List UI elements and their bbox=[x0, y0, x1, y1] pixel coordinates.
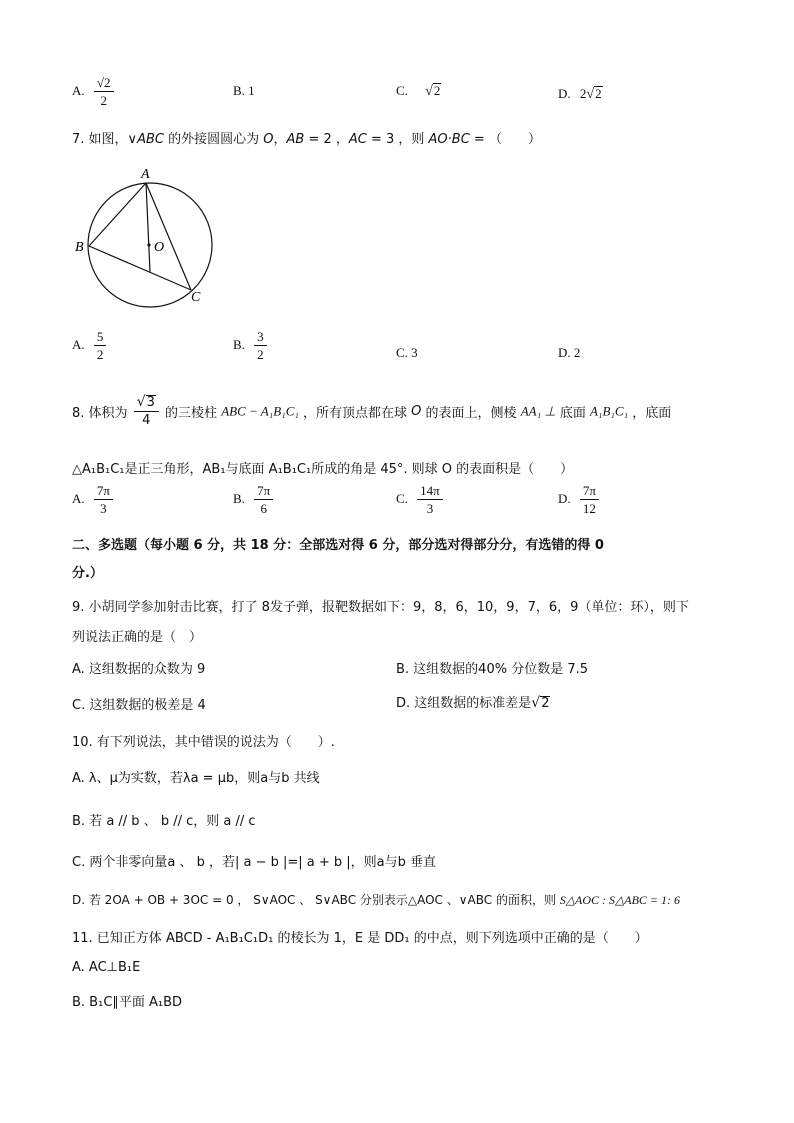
q8-stem-line2: △A₁B₁C₁是正三角形，AB₁与底面 A₁B₁C₁所成的角是 45°. 则球 O 的表面积是（ ） bbox=[72, 462, 574, 477]
q9-option-a: A. 这组数据的众数为 9 bbox=[72, 662, 206, 677]
q10-option-c: C. 两个非零向量a 、 b ，若| a − b |=| a + b |，则a与b 垂直 bbox=[72, 855, 437, 870]
q8-option-a: A. $\frac{7\pi}{3}$ bbox=[72, 484, 115, 516]
q7-stem: 7. 如图，∨ABC 的外接圆圆心为 O，AB = 2 ，AC = 3 ，则 AO·BC = （ ） bbox=[72, 132, 541, 147]
q9-option-d: D. 这组数据的标准差是√2 bbox=[396, 695, 550, 711]
q9-option-b: B. 这组数据的40% 分位数是 7.5 bbox=[396, 662, 589, 677]
section-header-multi-choice-cont: 分.） bbox=[72, 566, 103, 581]
q10-option-d: D. 若 2OA + OB + 3OC = 0 ， S∨AOC 、 S∨ABC 分别表示△AOC 、∨ABC 的面积，则 S△AOC : S△ABC = 1: 6 bbox=[72, 893, 681, 907]
q7-option-d: D. 2 bbox=[558, 345, 581, 360]
q11-option-b: B. B₁C∥平面 A₁BD bbox=[72, 995, 183, 1010]
q9-stem-line1: 9. 小胡同学参加射击比赛，打了 8发子弹，报靶数据如下：9，8，6，10，9，7，6，9（单位：环），则下 bbox=[72, 600, 689, 615]
q10-option-a: A. λ、μ为实数，若λa = μb，则a与b 共线 bbox=[72, 771, 320, 786]
q6-option-d: D. 2√2 bbox=[558, 86, 602, 102]
label-o: O bbox=[154, 240, 165, 255]
q8-option-d: D. $\frac{7\pi}{12}$ bbox=[558, 484, 601, 516]
q9-stem-line2: 列说法正确的是（ ） bbox=[72, 630, 203, 645]
q8-option-b: B. $\frac{7\pi}{6}$ bbox=[233, 484, 275, 516]
q8-stem-line1: 8. 体积为 $\frac{√3}{4}$ 的三棱柱 ABC − A₁B₁C₁ ，所有顶点都在球 O 的表面上，侧棱 AA₁ ⊥ 底面 A₁B₁C₁ ，底面 bbox=[72, 394, 672, 428]
q6-option-a: A. $\frac{√2}{2}$ bbox=[72, 76, 116, 108]
q8-option-c: C. $\frac{14\pi}{3}$ bbox=[396, 484, 445, 516]
label-a: A bbox=[141, 167, 150, 182]
q7-option-b: B. $\frac{3}{2}$ bbox=[233, 330, 269, 362]
q7-option-c: C. 3 bbox=[396, 345, 418, 360]
q6-option-b: B. 1 bbox=[233, 83, 255, 98]
q10-stem: 10. 有下列说法，其中错误的说法为（ ）. bbox=[72, 735, 335, 750]
q9-option-c: C. 这组数据的极差是 4 bbox=[72, 698, 206, 713]
label-b: B bbox=[75, 240, 84, 255]
circle-triangle-figure bbox=[70, 162, 230, 312]
segment-ao bbox=[146, 183, 150, 272]
label-c: C bbox=[191, 290, 201, 305]
q10-option-b: B. 若 a // b 、 b // c，则 a // c bbox=[72, 814, 256, 829]
q11-stem: 11. 已知正方体 ABCD - A₁B₁C₁D₁ 的棱长为 1，E 是 DD₁ 的中点，则下列选项中正确的是（ ） bbox=[72, 931, 648, 946]
section-header-multi-choice: 二、多选题（每小题 6 分，共 18 分：全部选对得 6 分，部分选对得部分分，有选错的得 0 bbox=[72, 538, 604, 553]
center-point-o bbox=[147, 243, 150, 246]
q11-option-a: A. AC⊥B₁E bbox=[72, 960, 141, 975]
q7-option-a: A. $\frac{5}{2}$ bbox=[72, 330, 108, 362]
q6-option-c: C. √2 bbox=[396, 83, 441, 99]
